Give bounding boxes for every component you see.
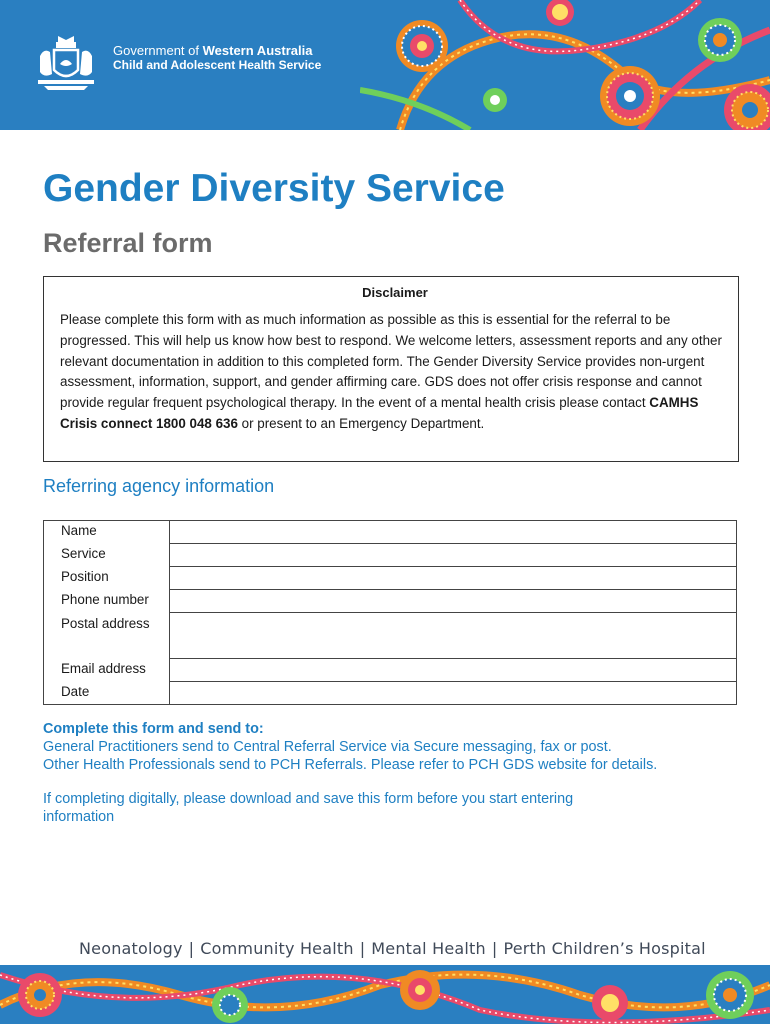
aboriginal-art-footer bbox=[0, 965, 770, 1024]
name-field[interactable] bbox=[170, 521, 737, 544]
footer-link-pch: Perth Children’s Hospital bbox=[503, 939, 706, 958]
position-field[interactable] bbox=[170, 567, 737, 590]
send-instructions bbox=[43, 720, 723, 826]
crisis-contact: CAMHS Crisis connect 1800 048 636 bbox=[60, 395, 699, 431]
table-row bbox=[44, 544, 737, 567]
send-title: Complete this form and send to: bbox=[43, 721, 264, 737]
email-address-label: Email address bbox=[44, 659, 170, 682]
service-label: Service bbox=[44, 544, 170, 567]
postal-address-field[interactable] bbox=[170, 613, 737, 659]
digital-completion-note: If completing digitally, please download and save this form before you start entering information bbox=[43, 791, 574, 825]
table-row bbox=[44, 613, 737, 659]
disclaimer-box bbox=[43, 276, 739, 462]
referring-agency-heading: Referring agency information bbox=[43, 476, 275, 496]
footer-link-neonatology: Neonatology bbox=[79, 939, 183, 958]
gov-prefix: Government of bbox=[113, 43, 199, 58]
phone-number-label: Phone number bbox=[44, 590, 170, 613]
table-row bbox=[44, 682, 737, 705]
service-field[interactable] bbox=[170, 544, 737, 567]
other-professionals-instructions: Other Health Professionals send to PCH Referrals. Please refer to PCH GDS website for details. bbox=[43, 757, 658, 773]
gov-branding bbox=[113, 43, 321, 73]
footer-separator: | bbox=[491, 939, 498, 958]
wa-crest-icon bbox=[34, 34, 98, 92]
disclaimer-text bbox=[60, 310, 730, 435]
date-label: Date bbox=[44, 682, 170, 705]
referring-agency-table bbox=[43, 520, 737, 705]
phone-number-field[interactable] bbox=[170, 590, 737, 613]
aboriginal-art-banner bbox=[360, 0, 770, 130]
footer-separator: | bbox=[188, 939, 195, 958]
footer-link-community-health: Community Health bbox=[200, 939, 354, 958]
footer-links bbox=[79, 939, 706, 958]
service-name: Child and Adolescent Health Service bbox=[113, 58, 322, 72]
postal-address-label: Postal address bbox=[44, 613, 170, 659]
disclaimer-text-part2: or present to an Emergency Department. bbox=[237, 415, 485, 431]
table-row bbox=[44, 567, 737, 590]
page-subtitle: Referral form bbox=[43, 228, 213, 258]
disclaimer-text-part1: Please complete this form with as much information as possible as this is essential for the referral to be progressed. This will help us know how best to respond. We welcome letters, assessment reports and any other relevant documentation in addition to this completed form. The Gender Diversity Service provides non-urgent assessment, information, support, and gender affirming care. GDS does not offer crisis response and cannot provide regular frequent psychological therapy. In the event of a mental health crisis please contact bbox=[60, 312, 722, 411]
header-banner bbox=[0, 0, 770, 130]
email-address-field[interactable] bbox=[170, 659, 737, 682]
position-label: Position bbox=[44, 567, 170, 590]
footer-separator: | bbox=[359, 939, 366, 958]
name-label: Name bbox=[44, 521, 170, 544]
gov-name: Western Australia bbox=[202, 43, 313, 58]
table-row bbox=[44, 590, 737, 613]
table-row bbox=[44, 521, 737, 544]
date-field[interactable] bbox=[170, 682, 737, 705]
gp-instructions: General Practitioners send to Central Referral Service via Secure messaging, fax or post. bbox=[43, 739, 612, 755]
footer-link-mental-health: Mental Health bbox=[371, 939, 486, 958]
table-row bbox=[44, 659, 737, 682]
page-title: Gender Diversity Service bbox=[43, 167, 505, 210]
disclaimer-title: Disclaimer bbox=[362, 285, 428, 300]
